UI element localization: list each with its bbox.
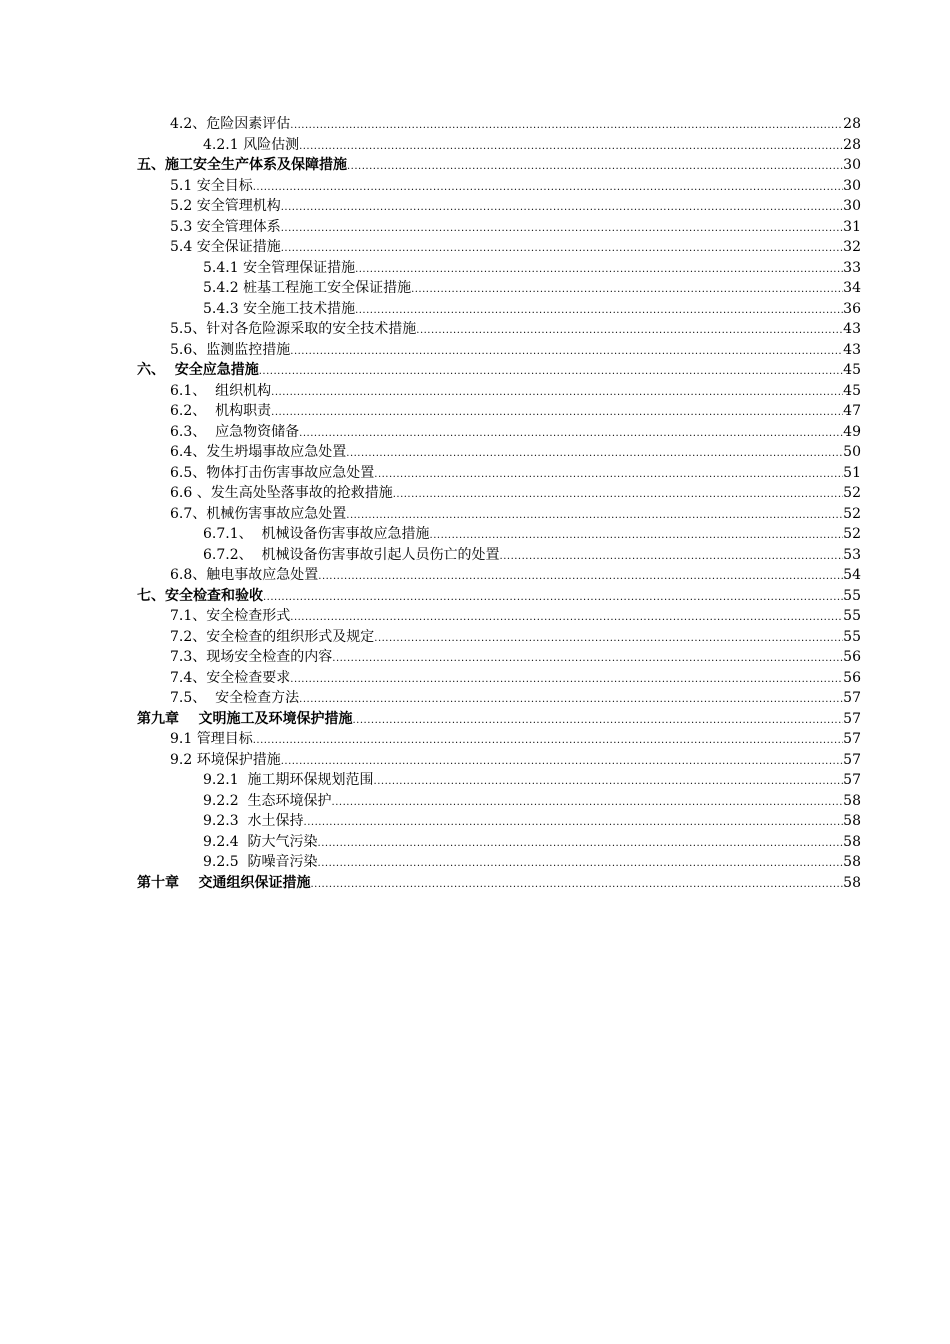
toc-entry-label: 6.5、物体打击伤害事故应急处置 [170,464,375,481]
toc-entry[interactable] [137,811,861,832]
toc-entry-label: 7.5、 安全检查方法 [170,690,300,706]
toc-entry[interactable] [137,483,861,504]
toc-entry[interactable] [137,463,861,484]
toc-entry[interactable] [137,217,861,238]
toc-dot-leader [271,383,843,404]
toc-entry-label: 6.7、机械伤害事故应急处置 [170,505,347,522]
toc-entry-page-number: 47 [843,403,861,419]
toc-entry-label: 5.4.3 安全施工技术措施 [203,300,356,317]
toc-dot-leader [346,506,843,527]
toc-dot-leader [353,711,844,732]
toc-dot-leader [311,875,844,896]
toc-entry[interactable] [137,114,861,135]
toc-entry-page-number: 57 [843,731,861,747]
toc-entry[interactable] [137,442,861,463]
toc-entry-page-number: 33 [843,259,861,276]
toc-entry-label: 9.2 环境保护措施 [170,751,281,768]
toc-entry-page-number: 57 [843,751,861,768]
toc-dot-leader [290,670,843,691]
toc-entry[interactable] [137,770,861,791]
toc-entry-page-number: 56 [843,649,861,665]
toc-entry-label: 5.1 安全目标 [170,177,253,194]
toc-entry-page-number: 52 [843,526,861,542]
toc-dot-leader [281,219,843,240]
toc-entry[interactable] [137,155,861,176]
toc-dot-leader [332,649,843,670]
toc-entry-page-number: 31 [843,218,861,235]
toc-entry-page-number: 51 [843,464,861,481]
toc-dot-leader [332,793,844,814]
toc-entry[interactable] [137,176,861,197]
toc-dot-leader [346,444,843,465]
toc-dot-leader [290,608,843,629]
toc-entry-label: 9.2.1 施工期环保规划范围 [203,772,374,788]
toc-entry-label: 9.2.5 防噪音污染 [203,854,318,870]
toc-dot-leader [318,854,844,875]
toc-entry-page-number: 58 [843,792,861,809]
toc-entry[interactable] [137,586,861,607]
toc-entry-label: 6.6 、发生高处坠落事故的抢救措施 [170,485,393,501]
toc-entry-page-number: 36 [843,300,861,317]
toc-entry[interactable] [137,791,861,812]
toc-entry[interactable] [137,709,861,730]
toc-entry-label: 5.4.2 桩基工程施工安全保证措施 [203,280,412,296]
toc-entry-page-number: 52 [843,485,861,501]
toc-entry-page-number: 57 [843,710,861,727]
toc-dot-leader [259,362,843,383]
toc-entry[interactable] [137,258,861,279]
toc-entry-page-number: 43 [843,341,861,358]
toc-entry-page-number: 28 [843,136,861,153]
toc-entry[interactable] [137,278,861,299]
toc-dot-leader [281,198,843,219]
toc-entry-label: 9.2.2 生态环境保护 [203,792,332,809]
toc-entry-label: 9.2.3 水土保持 [203,813,304,829]
toc-dot-leader [253,178,843,199]
toc-dot-leader [299,424,843,445]
toc-entry[interactable] [137,647,861,668]
toc-entry[interactable] [137,196,861,217]
toc-dot-leader [271,403,843,424]
toc-entry[interactable] [137,852,861,873]
toc-entry-page-number: 50 [843,444,861,460]
toc-entry[interactable] [137,319,861,340]
toc-entry-label: 7.1、安全检查形式 [170,608,291,624]
toc-entry[interactable] [137,504,861,525]
toc-entry-page-number: 54 [843,567,861,583]
toc-entry-page-number: 55 [843,587,861,604]
toc-entry[interactable] [137,750,861,771]
toc-entry-label: 5.4.1 安全管理保证措施 [203,259,356,276]
toc-dot-leader [416,321,843,342]
toc-entry[interactable] [137,340,861,361]
toc-entry-page-number: 28 [843,116,861,132]
toc-entry-label: 7.2、安全检查的组织形式及规定 [170,628,375,645]
toc-dot-leader [318,567,843,588]
toc-entry-label: 第九章 文明施工及环境保护措施 [137,710,353,727]
toc-entry-page-number: 58 [843,833,861,850]
toc-dot-leader [299,137,843,158]
toc-entry[interactable] [137,381,861,402]
toc-entry-label: 6.3、 应急物资储备 [170,423,300,440]
toc-entry[interactable] [137,668,861,689]
toc-entry-label: 6.7.2、 机械设备伤害事故引起人员伤亡的处置 [203,546,500,563]
toc-entry-page-number: 58 [843,813,861,829]
toc-entry-label: 6.1、 组织机构 [170,382,272,399]
toc-entry-page-number: 30 [843,157,861,173]
toc-entry-label: 9.1 管理目标 [170,731,253,747]
toc-entry-page-number: 58 [843,854,861,870]
toc-dot-leader [281,239,843,260]
toc-dot-leader [299,690,843,711]
toc-entry[interactable] [137,237,861,258]
toc-entry[interactable] [137,524,861,545]
toc-entry[interactable] [137,545,861,566]
toc-entry-page-number: 56 [843,669,861,686]
toc-entry[interactable] [137,360,861,381]
toc-entry-label: 5.6、监测监控措施 [170,341,291,358]
toc-entry-page-number: 53 [843,546,861,563]
toc-entry[interactable] [137,729,861,750]
toc-dot-leader [290,116,843,137]
toc-entry-label: 五、施工安全生产体系及保障措施 [137,157,347,173]
toc-dot-leader [281,752,843,773]
toc-dot-leader [500,547,844,568]
toc-entry-page-number: 55 [843,608,861,624]
toc-entry-label: 5.4 安全保证措施 [170,239,281,255]
toc-dot-leader [290,342,843,363]
toc-entry-label: 6.7.1、 机械设备伤害事故应急措施 [203,526,430,542]
toc-entry-label: 七、安全检查和验收 [137,587,263,604]
toc-entry-label: 6.4、发生坍塌事故应急处置 [170,444,347,460]
toc-dot-leader [374,465,843,486]
toc-dot-leader [374,772,844,793]
toc-dot-leader [304,813,844,834]
toc-entry[interactable] [137,832,861,853]
toc-entry-page-number: 58 [843,874,861,891]
toc-entry[interactable] [137,606,861,627]
toc-dot-leader [355,301,843,322]
toc-entry-label: 第十章 交通组织保证措施 [137,874,311,891]
toc-dot-leader [253,731,843,752]
toc-dot-leader [393,485,843,506]
toc-dot-leader [263,588,843,609]
toc-entry[interactable] [137,565,861,586]
toc-dot-leader [430,526,844,547]
toc-entry-page-number: 45 [843,362,861,378]
toc-entry-page-number: 52 [843,505,861,522]
toc-dot-leader [355,260,843,281]
toc-entry-label: 六、 安全应急措施 [137,362,259,378]
toc-entry-label: 4.2.1 风险估测 [203,136,300,153]
toc-entry-page-number: 45 [843,382,861,399]
toc-entry[interactable] [137,627,861,648]
toc-dot-leader [318,834,844,855]
toc-entry[interactable] [137,688,861,709]
toc-entry[interactable] [137,422,861,443]
toc-entry-label: 9.2.4 防大气污染 [203,833,318,850]
toc-entry[interactable] [137,873,861,894]
toc-entry-page-number: 43 [843,321,861,337]
toc-entry-page-number: 34 [843,280,861,296]
toc-entry-page-number: 49 [843,423,861,440]
table-of-contents [137,114,861,893]
toc-entry-page-number: 32 [843,239,861,255]
toc-entry-page-number: 57 [843,772,861,788]
toc-entry-label: 7.3、现场安全检查的内容 [170,649,333,665]
toc-entry-page-number: 57 [843,690,861,706]
toc-entry-label: 5.3 安全管理体系 [170,218,281,235]
toc-entry-page-number: 30 [843,177,861,194]
toc-entry-label: 6.2、 机构职责 [170,403,272,419]
toc-entry-page-number: 55 [843,628,861,645]
toc-entry[interactable] [137,401,861,422]
toc-entry[interactable] [137,299,861,320]
toc-entry-label: 6.8、触电事故应急处置 [170,567,319,583]
toc-entry-label: 5.2 安全管理机构 [170,198,281,214]
toc-entry-page-number: 30 [843,198,861,214]
toc-entry[interactable] [137,135,861,156]
toc-dot-leader [374,629,843,650]
toc-dot-leader [347,157,843,178]
toc-entry-label: 7.4、安全检查要求 [170,669,291,686]
toc-dot-leader [411,280,843,301]
toc-entry-label: 4.2、危险因素评估 [170,116,291,132]
toc-entry-label: 5.5、针对各危险源采取的安全技术措施 [170,321,417,337]
